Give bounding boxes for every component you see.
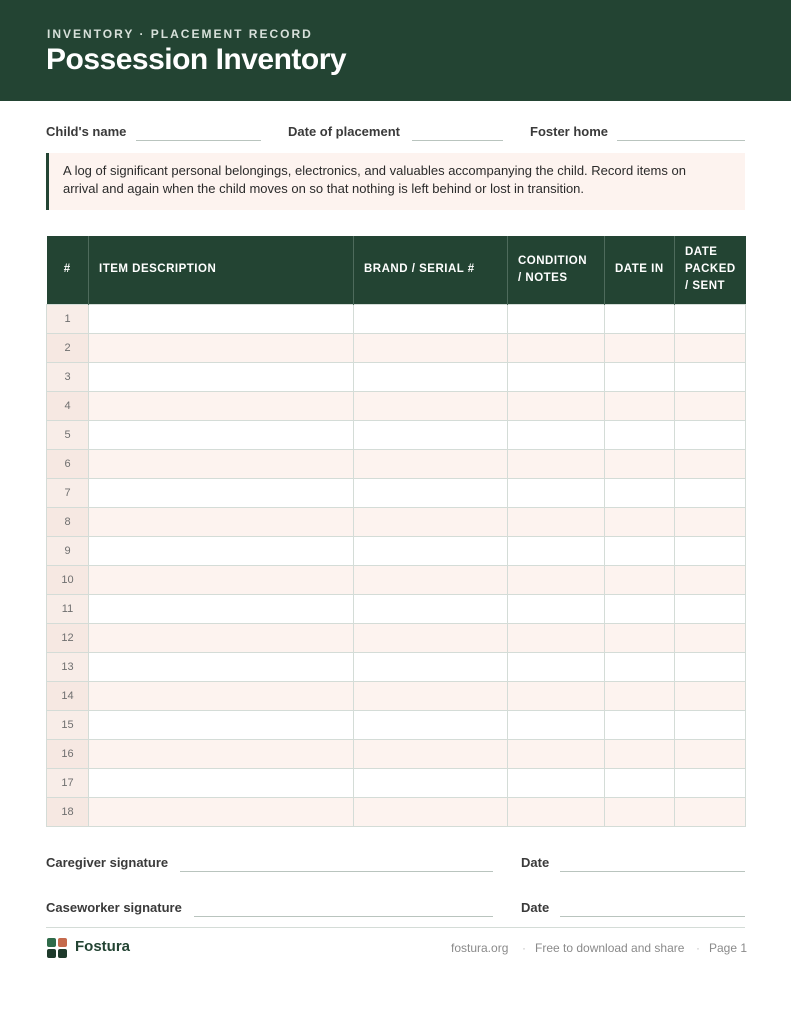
header-banner: [0, 0, 791, 101]
item-description-cell[interactable]: [89, 797, 354, 826]
table-row: [47, 362, 746, 391]
row-number: 2: [47, 333, 89, 362]
row-number: 11: [47, 594, 89, 623]
item-description-cell[interactable]: [89, 768, 354, 797]
caregiver-signature-field[interactable]: [46, 855, 493, 875]
table-row: [47, 652, 746, 681]
table-row: [47, 710, 746, 739]
item-description-cell[interactable]: [89, 420, 354, 449]
row-number: 18: [47, 797, 89, 826]
foster-home-field[interactable]: [530, 123, 745, 143]
brand-serial-cell[interactable]: [354, 739, 508, 768]
date-in-cell[interactable]: [605, 623, 675, 652]
caregiver-signature-label: Caregiver signature: [46, 855, 169, 870]
brand-serial-cell[interactable]: [354, 768, 508, 797]
brand-serial-cell[interactable]: [354, 681, 508, 710]
date-in-cell[interactable]: [605, 797, 675, 826]
row-number: 1: [47, 304, 89, 333]
item-description-cell[interactable]: [89, 594, 354, 623]
caregiver-date-label: Date: [521, 855, 550, 870]
date-in-cell[interactable]: [605, 391, 675, 420]
date-packed-sent-cell[interactable]: [675, 710, 746, 739]
brand-serial-cell[interactable]: [354, 507, 508, 536]
date-packed-sent-cell[interactable]: [675, 594, 746, 623]
item-description-cell[interactable]: [89, 739, 354, 768]
item-description-cell[interactable]: [89, 681, 354, 710]
foster-home-line[interactable]: [617, 140, 745, 141]
item-description-cell[interactable]: [89, 391, 354, 420]
item-description-cell[interactable]: [89, 536, 354, 565]
page-title: Possession Inventory: [46, 43, 347, 76]
footer-separator: ·: [696, 941, 700, 955]
instructions-note: [46, 153, 745, 210]
date-in-cell[interactable]: [605, 420, 675, 449]
col-date-in: DATE IN: [605, 236, 675, 304]
col-number: #: [47, 236, 89, 304]
table-row: [47, 478, 746, 507]
table-row: [47, 391, 746, 420]
row-number: 14: [47, 681, 89, 710]
footer-separator: ·: [522, 941, 526, 955]
brand-serial-cell[interactable]: [354, 333, 508, 362]
date-in-cell[interactable]: [605, 739, 675, 768]
item-description-cell[interactable]: [89, 652, 354, 681]
row-number: 10: [47, 565, 89, 594]
brand-serial-cell[interactable]: [354, 565, 508, 594]
condition-notes-cell[interactable]: [508, 768, 605, 797]
date-in-cell[interactable]: [605, 478, 675, 507]
footer-page-number: Page 1: [709, 941, 748, 955]
instructions-text: A log of significant personal belongings, electronics, and valuables accompanying the child. Record items on arrival and again when the child moves on so that nothing is left behind or lost in transition.: [63, 163, 686, 196]
brand-serial-cell[interactable]: [354, 652, 508, 681]
date-in-cell[interactable]: [605, 304, 675, 333]
condition-notes-cell[interactable]: [508, 565, 605, 594]
date-in-cell[interactable]: [605, 362, 675, 391]
table-row: [47, 449, 746, 478]
date-packed-sent-cell[interactable]: [675, 420, 746, 449]
footer-tagline: Free to download and share: [535, 941, 685, 955]
table-row: [47, 768, 746, 797]
footer-site-link[interactable]: fostura.org: [451, 941, 509, 955]
row-number: 13: [47, 652, 89, 681]
caseworker-signature-line[interactable]: [194, 916, 493, 917]
condition-notes-cell[interactable]: [508, 362, 605, 391]
condition-notes-cell[interactable]: [508, 449, 605, 478]
item-description-cell[interactable]: [89, 449, 354, 478]
brand-serial-cell[interactable]: [354, 391, 508, 420]
table-row: [47, 681, 746, 710]
date-packed-sent-cell[interactable]: [675, 304, 746, 333]
condition-notes-cell[interactable]: [508, 623, 605, 652]
date-in-cell[interactable]: [605, 652, 675, 681]
child-name-field[interactable]: [46, 123, 261, 143]
date-in-cell[interactable]: [605, 449, 675, 478]
eyebrow-label: INVENTORY · PLACEMENT RECORD: [47, 27, 313, 41]
condition-notes-cell[interactable]: [508, 507, 605, 536]
child-name-line[interactable]: [136, 140, 261, 141]
condition-notes-cell[interactable]: [508, 420, 605, 449]
date-packed-sent-cell[interactable]: [675, 739, 746, 768]
date-packed-sent-cell[interactable]: [675, 536, 746, 565]
caseworker-date-label: Date: [521, 900, 550, 915]
caregiver-signature-line[interactable]: [180, 871, 493, 872]
brand-serial-cell[interactable]: [354, 420, 508, 449]
table-row: [47, 304, 746, 333]
caseworker-date-field[interactable]: [521, 900, 745, 920]
condition-notes-cell[interactable]: [508, 652, 605, 681]
date-in-cell[interactable]: [605, 507, 675, 536]
table-row: [47, 594, 746, 623]
brand-serial-cell[interactable]: [354, 304, 508, 333]
date-in-cell[interactable]: [605, 594, 675, 623]
condition-notes-cell[interactable]: [508, 478, 605, 507]
caseworker-signature-label: Caseworker signature: [46, 900, 182, 915]
caregiver-date-field[interactable]: [521, 855, 745, 875]
date-packed-sent-cell[interactable]: [675, 449, 746, 478]
date-in-cell[interactable]: [605, 536, 675, 565]
date-packed-sent-cell[interactable]: [675, 507, 746, 536]
date-packed-sent-cell[interactable]: [675, 362, 746, 391]
item-description-cell[interactable]: [89, 710, 354, 739]
condition-notes-cell[interactable]: [508, 391, 605, 420]
col-brand-serial: BRAND / SERIAL #: [354, 236, 508, 304]
table-row: [47, 507, 746, 536]
caseworker-date-line[interactable]: [560, 916, 745, 917]
footer-divider: [46, 927, 745, 928]
row-number: 15: [47, 710, 89, 739]
condition-notes-cell[interactable]: [508, 536, 605, 565]
item-description-cell[interactable]: [89, 333, 354, 362]
table-row: [47, 536, 746, 565]
brand-serial-cell[interactable]: [354, 449, 508, 478]
date-packed-sent-cell[interactable]: [675, 681, 746, 710]
table-row: [47, 739, 746, 768]
table-row: [47, 333, 746, 362]
date-packed-sent-cell[interactable]: [675, 797, 746, 826]
item-description-cell[interactable]: [89, 565, 354, 594]
date-packed-sent-cell[interactable]: [675, 565, 746, 594]
condition-notes-cell[interactable]: [508, 594, 605, 623]
condition-notes-cell[interactable]: [508, 304, 605, 333]
caseworker-signature-field[interactable]: [46, 900, 493, 920]
brand-serial-cell[interactable]: [354, 797, 508, 826]
date-in-cell[interactable]: [605, 681, 675, 710]
brand-name: Fostura: [75, 938, 131, 955]
condition-notes-cell[interactable]: [508, 333, 605, 362]
table-row: [47, 797, 746, 826]
condition-notes-cell[interactable]: [508, 797, 605, 826]
brand-serial-cell[interactable]: [354, 594, 508, 623]
condition-notes-cell[interactable]: [508, 710, 605, 739]
date-packed-sent-cell[interactable]: [675, 391, 746, 420]
row-number: 5: [47, 420, 89, 449]
date-packed-sent-cell[interactable]: [675, 333, 746, 362]
row-number: 7: [47, 478, 89, 507]
condition-notes-cell[interactable]: [508, 739, 605, 768]
date-in-cell[interactable]: [605, 710, 675, 739]
date-in-cell[interactable]: [605, 768, 675, 797]
date-of-placement-label: Date of placement: [288, 124, 400, 139]
table-row: [47, 623, 746, 652]
date-packed-sent-cell[interactable]: [675, 652, 746, 681]
row-number: 6: [47, 449, 89, 478]
child-name-label: Child's name: [46, 124, 127, 139]
row-number: 17: [47, 768, 89, 797]
date-in-cell[interactable]: [605, 565, 675, 594]
col-date-packed-sent: DATE PACKED / SENT: [675, 236, 746, 304]
table-row: [47, 420, 746, 449]
table-row: [47, 565, 746, 594]
brand-serial-cell[interactable]: [354, 536, 508, 565]
date-packed-sent-cell[interactable]: [675, 623, 746, 652]
foster-home-label: Foster home: [530, 124, 609, 139]
date-of-placement-line[interactable]: [412, 140, 503, 141]
row-number: 3: [47, 362, 89, 391]
item-description-cell[interactable]: [89, 478, 354, 507]
date-of-placement-field[interactable]: [288, 123, 503, 143]
brand-serial-cell[interactable]: [354, 623, 508, 652]
row-number: 8: [47, 507, 89, 536]
table-header-row: [47, 236, 746, 304]
item-description-cell[interactable]: [89, 623, 354, 652]
date-in-cell[interactable]: [605, 333, 675, 362]
col-item-description: ITEM DESCRIPTION: [89, 236, 354, 304]
item-description-cell[interactable]: [89, 362, 354, 391]
brand-serial-cell[interactable]: [354, 478, 508, 507]
condition-notes-cell[interactable]: [508, 681, 605, 710]
brand-serial-cell[interactable]: [354, 362, 508, 391]
fostura-logo-icon: [47, 938, 67, 958]
col-condition-notes: CONDITION / NOTES: [508, 236, 605, 304]
date-packed-sent-cell[interactable]: [675, 478, 746, 507]
item-description-cell[interactable]: [89, 507, 354, 536]
row-number: 16: [47, 739, 89, 768]
row-number: 12: [47, 623, 89, 652]
date-packed-sent-cell[interactable]: [675, 768, 746, 797]
brand-serial-cell[interactable]: [354, 710, 508, 739]
row-number: 9: [47, 536, 89, 565]
row-number: 4: [47, 391, 89, 420]
caregiver-date-line[interactable]: [560, 871, 745, 872]
inventory-table: [46, 236, 746, 827]
item-description-cell[interactable]: [89, 304, 354, 333]
